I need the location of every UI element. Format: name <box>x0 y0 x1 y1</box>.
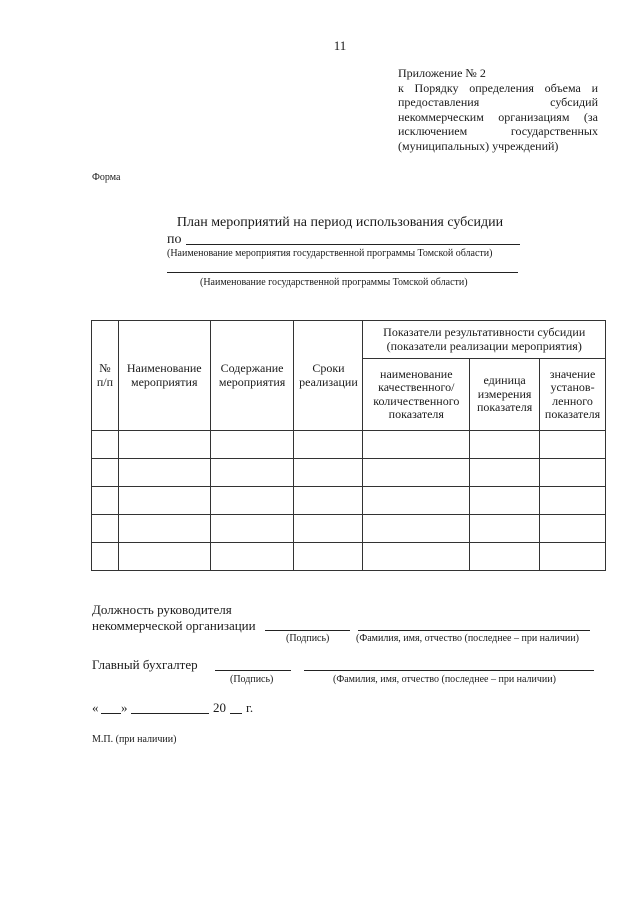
accountant-signature-line <box>215 670 291 671</box>
page-number: 11 <box>333 38 347 53</box>
accountant-label: Главный бухгалтер <box>92 657 198 672</box>
program-caption: (Наименование государственной программы Томской области) <box>200 277 468 288</box>
head-position-line1: Должность руководителя <box>92 602 232 617</box>
appendix-block <box>398 66 598 153</box>
col-header-terms: Сроки реализации <box>294 321 363 431</box>
seal-label: М.П. (при наличии) <box>92 734 177 745</box>
date-year-prefix: 20 <box>213 700 226 715</box>
date-day-line <box>101 713 121 714</box>
appendix-body: к Порядку определения объема и предоставления субсидий некоммерческим организациям (за исключением государственных (муниципальных) учреждений) <box>398 80 598 153</box>
accountant-fio-caption: (Фамилия, имя, отчество (последнее – при наличии) <box>333 674 556 685</box>
form-label: Форма <box>92 172 121 183</box>
appendix-title: Приложение № 2 <box>398 66 486 80</box>
head-signature-caption: (Подпись) <box>286 633 330 644</box>
head-signature-line <box>265 630 350 631</box>
col-header-content: Содержание мероприятия <box>210 321 294 431</box>
head-position-line2: некоммерческой организации <box>92 618 256 633</box>
head-fio-caption: (Фамилия, имя, отчество (последнее – при наличии) <box>356 633 579 644</box>
head-fio-line <box>358 630 590 631</box>
plan-table <box>91 320 606 571</box>
col-header-indicators-group: Показатели результативности субсидии (показатели реализации мероприятия) <box>363 321 606 359</box>
accountant-fio-line <box>304 670 594 671</box>
date-close-quote: » <box>121 700 128 715</box>
table-row <box>92 431 606 459</box>
col-header-event-name: Наименование мероприятия <box>118 321 210 431</box>
table-row <box>92 515 606 543</box>
program-name-line <box>167 272 518 273</box>
col-header-value: значение установ-ленного показателя <box>540 359 606 431</box>
po-label: по <box>167 232 182 247</box>
date-year-line <box>230 713 242 714</box>
col-header-unit: единица измерения показателя <box>470 359 540 431</box>
date-month-line <box>131 713 209 714</box>
table-row <box>92 543 606 571</box>
date-year-suffix: г. <box>246 700 254 715</box>
plan-title: План мероприятий на период использования субсидии <box>176 215 504 230</box>
date-open-quote: « <box>92 700 99 715</box>
accountant-signature-caption: (Подпись) <box>230 674 274 685</box>
event-caption: (Наименование мероприятия государственной программы Томской области) <box>167 248 493 259</box>
col-header-number: № п/п <box>92 321 119 431</box>
table-row <box>92 459 606 487</box>
col-header-indicator-name: наименование качественного/ количественного показателя <box>363 359 470 431</box>
table-row <box>92 487 606 515</box>
event-name-line <box>186 244 520 245</box>
